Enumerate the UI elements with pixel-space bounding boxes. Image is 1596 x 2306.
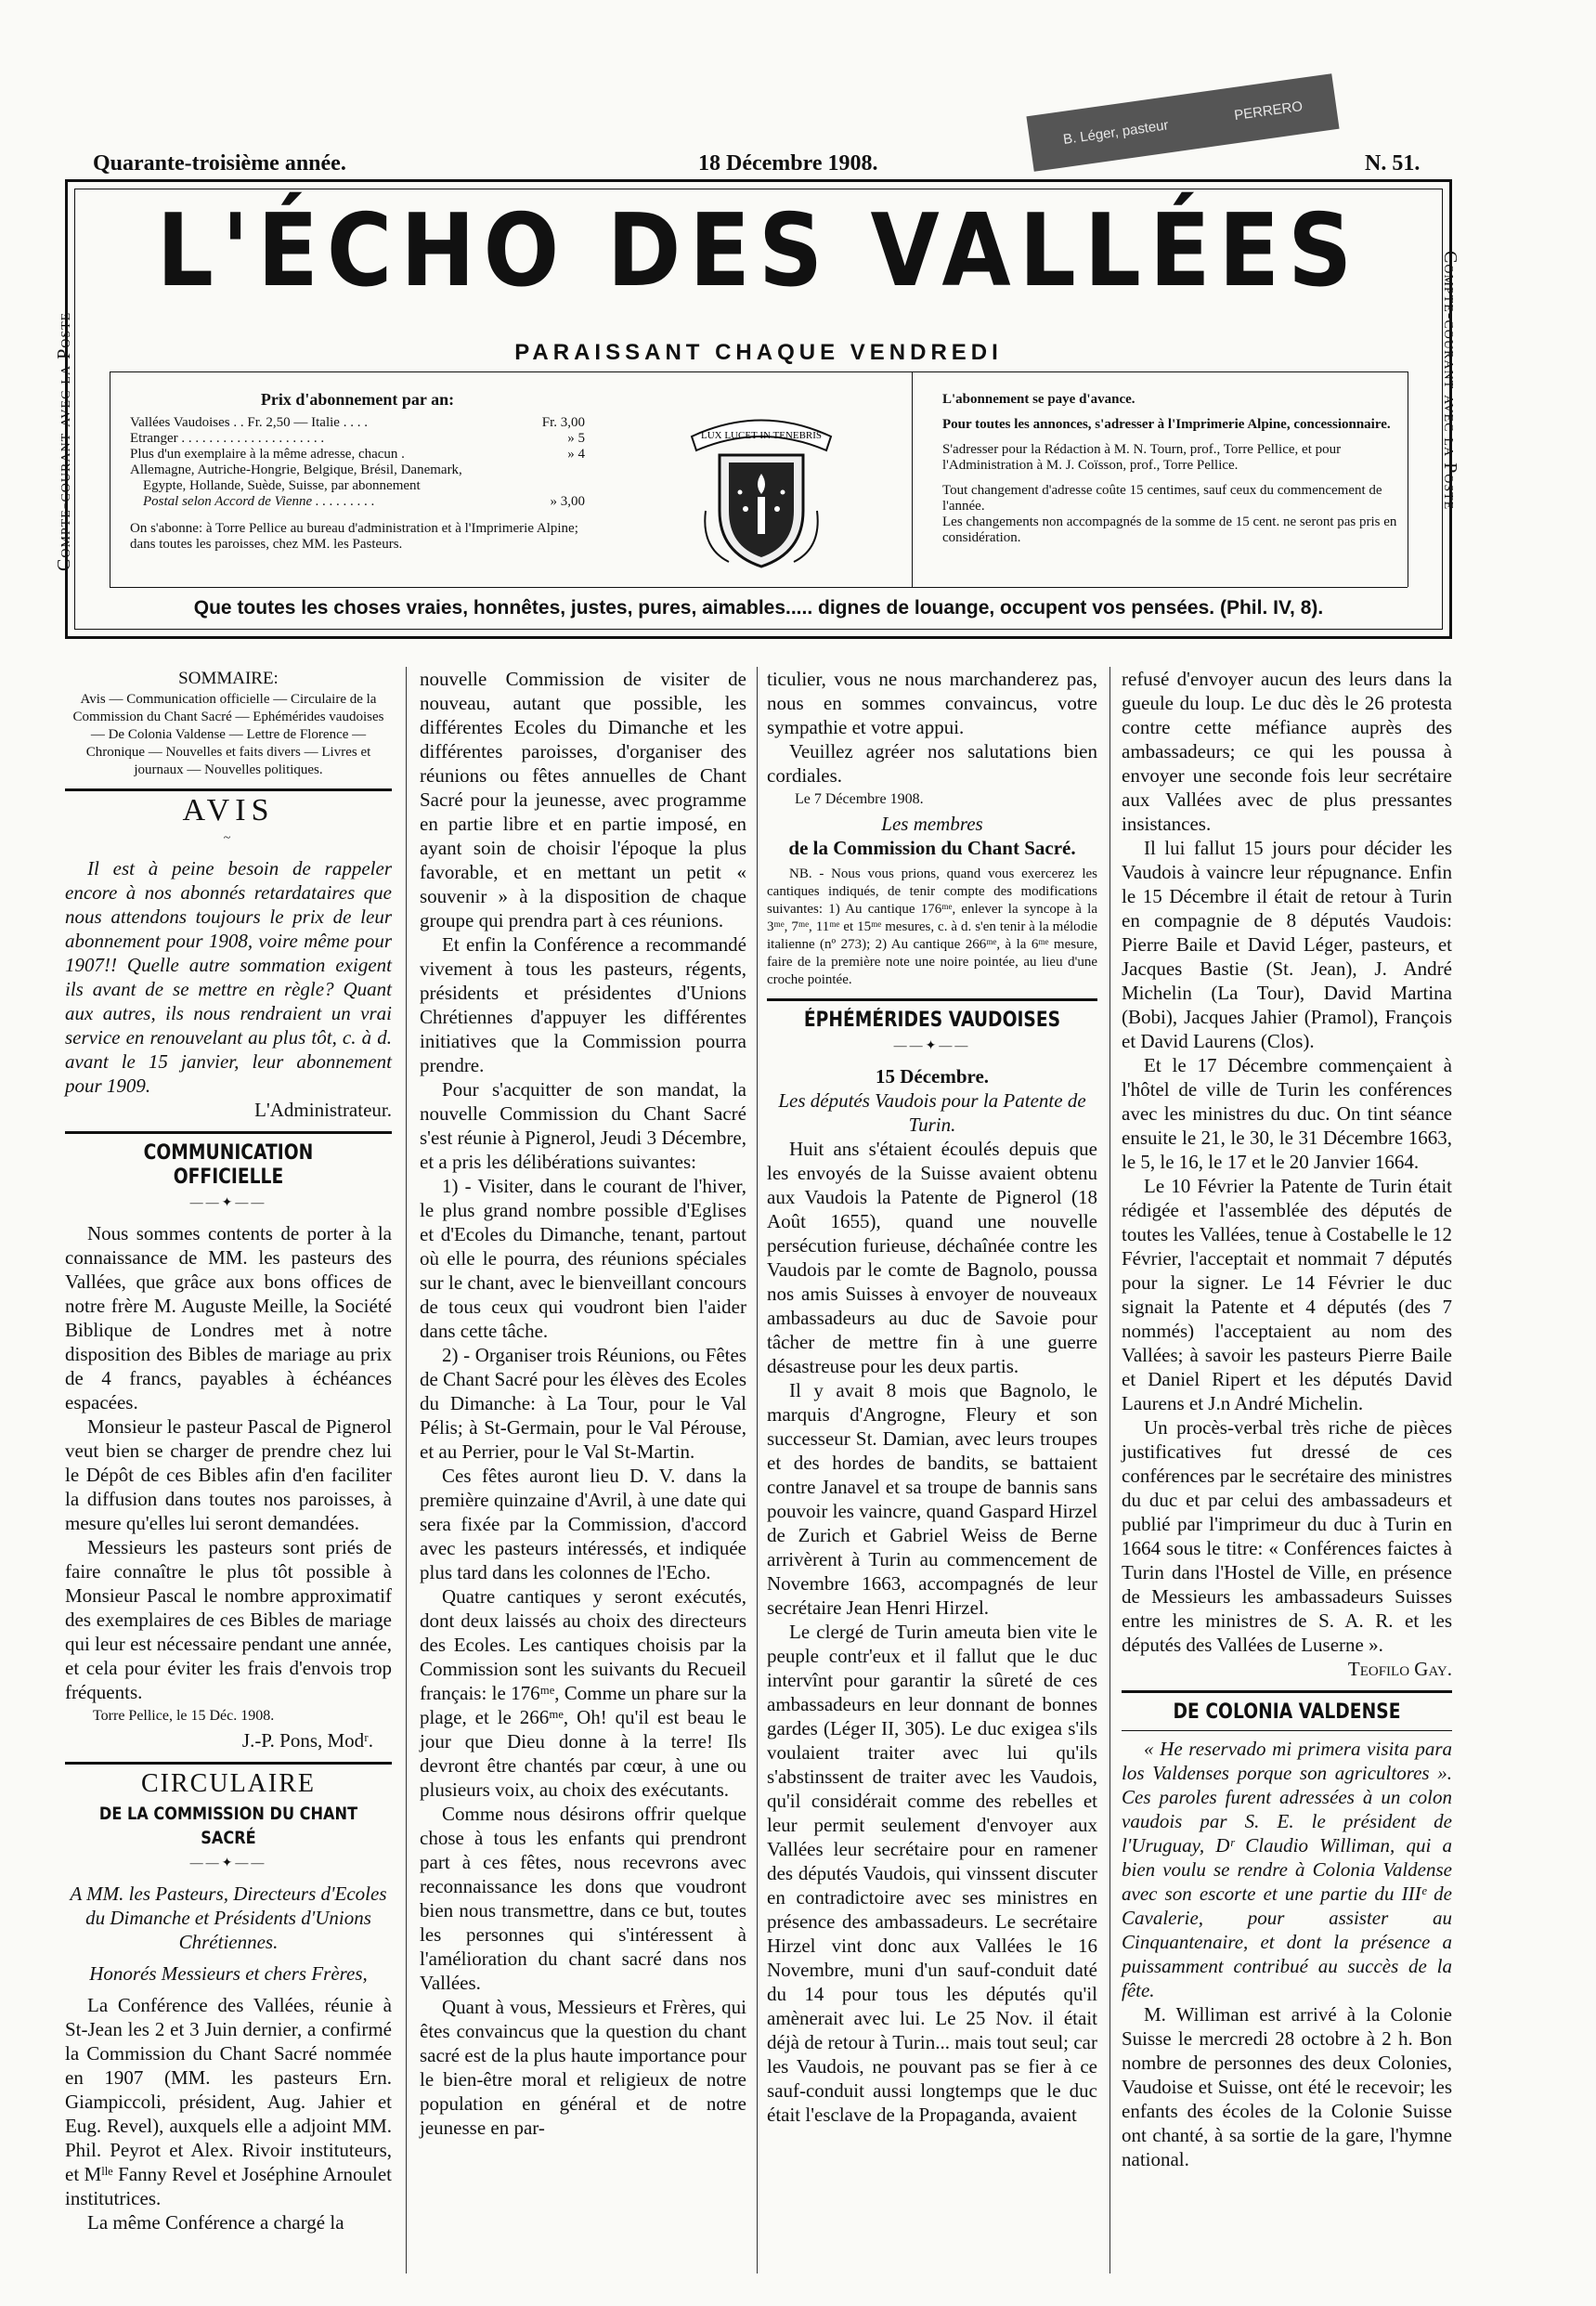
ornament: ——✦—— [189,1196,267,1210]
ornament: ~ [223,831,234,845]
sommaire-title: SOMMAIRE: [178,669,279,688]
circular-paragraph: La Conférence des Vallées, réunie à St-Jean les 2 et 3 Juin dernier, a confirmé la Commission du Chant Sacré nommée en 1907 (MM. les pasteurs Ern. Giampiccoli, président, Aug. Jahier et Eug. Revel), auxquels elle a adjoint MM. Phil. Peyrot et Alex. Rivoir instituteurs, et Mˡˡᵉ Fanny Revel et Joséphine Arnoulet institutrices. [65,1994,392,2209]
column-rule [757,667,758,2273]
ephemerides-paragraph: Huit ans s'étaient écoulés depuis que les envoyés de la Suisse avaient obtenu aux Vaudois la Patente de Pignerol (18 Août 1655), quand une nouvelle persécution furieuse, déchaînée contre les Vaudois par le comte de Bagnolo, poussa nos amis Suisses à envoyer de nouveaux ambassadeurs au duc de Savoie pour tâcher de mettre fin à une guerre désastreuse pour les deux partis. [767,1138,1097,1377]
sommaire-text: Avis — Communication officielle — Circulaire de la Commission du Chant Sacré — Ephémérides vaudoises — De Colonia Valdense — Lettre de Florence — Chronique — Nouvelles et faits divers — Livres et journaux — Nouvelles politiques. [72,692,384,777]
circular-paragraph: 1) - Visiter, dans le courant de l'hiver, le plus grand nombre possible d'Eglises et d'Ecoles du Dimanche, tenant, partout où elle le pourra, des réunions spéciales sur le chant, avec le bienveillant concours de tous ceux qui voudront bien l'aider dans cette tâche. [420,1175,746,1342]
column-4 [1122,667,1452,2171]
circular-date: Le 7 Décembre 1908. [795,791,924,807]
ephemerides-date: 15 Décembre. [875,1065,990,1088]
circular-signature-line2: de la Commission du Chant Sacré. [788,837,1076,859]
communication-date: Torre Pellice, le 15 Déc. 1908. [93,1708,275,1724]
circular-paragraph: Quant à vous, Messieurs et Frères, qui êtes convaincus que la question du chant sacré est de la plus haute importance pour le bien-être moral et religieux de notre population en général et de notre jeunesse en par- [420,1996,746,2139]
avis-signature: L'Administrateur. [254,1099,392,1121]
circular-address: A MM. les Pasteurs, Directeurs d'Ecoles du Dimanche et Présidents d'Unions Chrétiennes. [70,1883,387,1953]
condition-item: Tout changement d'adresse coûte 15 centimes, sauf ceux du commencement de l'année. [942,483,1382,514]
emblem-motto: LUX LUCET IN TENEBRIS [700,430,823,441]
ornament: ——✦—— [189,1857,267,1870]
price-row: Vallées Vaudoises . . Fr. 2,50 — Italie . . . . Fr. 3,00 [130,415,585,430]
column-1 [65,667,392,2234]
ephemerides-paragraph: Le 10 Février la Patente de Turin était rédigée et l'assemblée des députés de toutes les Vallées, tenue à Costabelle le 12 Février, l'acceptait et nommait 7 députés pour la signer. Le 14 Février le duc signait la Patente et 4 députés (des 7 nommés) l'acceptaient au nom des Vallées; à savoir les pasteurs Pierre Baile et Daniel Ripert et les députés David Laurens et J.n André Michelin. [1122,1175,1452,1414]
circular-title: CIRCULAIRE [141,1769,316,1798]
colonia-title: DE COLONIA VALDENSE [1173,1700,1401,1724]
column-2 [420,667,746,2140]
ephemerides-signature: Teofilo Gay. [1347,1658,1452,1680]
stamp-place: PERRERO [1233,98,1304,124]
communication-signature: J.-P. Pons, Modʳ. [241,1729,373,1752]
ephemerides-subtitle: Les députés Vaudois pour la Patente de Turin. [778,1089,1086,1136]
colonia-paragraph: « He reservado mi primera visita para los Valdenses porque son agricultores ». Ces paroles furent adressées à un colon vaudois par S. E. le président de l'Uruguay, Dʳ Claudio Williman, qui a bien voulu se rendre à Colonia Valdense avec son escorte et une partie du IIIᵉ de Cavalerie, pour assister au Cinquantenaire, et dont la présence a puissamment contribué au succès de la fête. [1122,1738,1452,2001]
circular-paragraph: Veuillez agréer nos salutations bien cordiales. [767,740,1097,787]
communication-paragraph: Messieurs les pasteurs sont priés de faire connaître le plus tôt possible à Monsieur Pascal le nombre approximatif des exemplaires de ces Bibles de mariage qui leur est nécessaire pendant une année, et cela pour éviter les frais d'envois trop fréquents. [65,1536,392,1703]
circular-note: NB. - Nous vous prions, quand vous exercerez les cantiques indiqués, de tenir compte des modifications suivantes: 1) Au cantique 176ᵐᵉ, enlever la syncope à la 3ᵐᵉ, 7ᵐᵉ, 11ᵐᵉ et 15ᵐᵉ mesures, c. à d. s'en tenir à la mélodie italienne (nº 273); 2) Au cantique 266ᵐᵉ, à la 6ᵐᵉ mesure, faire de la première note une noire pointée, au lieu d'une croche pointée. [767,866,1097,987]
column-rule [406,667,407,2273]
section-rule [65,1131,392,1134]
conditions-box [942,392,1402,555]
condition-item: Les changements non accompagnés de la somme de 15 cent. ne seront pas pris en considération. [942,515,1397,545]
side-text-right: Compte-courant avec la Poste [1440,251,1460,511]
circular-paragraph: Quatre cantiques y seront exécutés, dont deux laissés au choix des directeurs des Ecoles. Les cantiques choisis par la Commission sont les suivants du Recueil français: le 176ᵐᵉ, Comme un phare sur la plage, et le 266ᵐᵉ, Oh! qu'il est beau le jour que Dieu donne à la terre! Ils devront être chantés par cœur, à une ou plusieurs voix, au choix des exécutants. [420,1585,746,1801]
section-rule [767,998,1097,1001]
avis-title: AVIS [182,793,275,827]
circular-paragraph: Pour s'acquitter de son mandat, la nouvelle Commission du Chant Sacré s'est réunie à Pignerol, Jeudi 3 Décembre, et a pris les délibérations suivantes: [420,1078,746,1173]
price-row: Plus d'un exemplaire à la même adresse, chacun . » 4 [130,447,585,462]
circular-paragraph: 2) - Organiser trois Réunions, ou Fêtes de Chant Sacré pour les élèves des Ecoles du Dimanche: à La Tour, pour le Val Pélis; à St-Germain, pour le Val Pérouse, et au Perrier, pour le Val St-Martin. [420,1344,746,1463]
masthead-rule [110,371,1408,372]
communication-paragraph: Nous sommes contents de porter à la connaissance de MM. les pasteurs des Vallées, que grâce aux bons offices de notre frère M. Auguste Meille, la Société Biblique de Londres met à notre disposition des Bibles de mariage au prix de 4 francs, payables à échéances espacées. [65,1222,392,1414]
subscription-box [130,390,585,553]
ephemerides-paragraph: Et le 17 Décembre commençaient à l'hôtel de ville de Turin les conférences avec les ministres du duc. On tint séance ensuite le 21, le 30, le 31 Décembre 1663, le 5, le 16, le 17 et le 20 Janvier 1664. [1122,1054,1452,1173]
circular-signature-line1: Les membres [881,813,983,835]
circular-subtitle: DE LA COMMISSION DU CHANT SACRÉ [98,1804,358,1848]
side-text-left: Compte-courant avec la Poste [54,311,74,571]
price-row: Allemagne, Autriche-Hongrie, Belgique, Brésil, Danemark, [130,463,462,477]
section-rule [65,788,392,791]
column-3 [767,667,1097,2127]
ephemerides-title: ÉPHÉMÉRIDES VAUDOISES [803,1009,1061,1032]
year-label: Quarante-troisième année. [93,151,346,176]
circular-paragraph: nouvelle Commission de visiter de nouveau, autant que possible, les différentes Ecoles du Dimanche et les différentes paroisses, d'organiser des réunions ou fêtes annuelles de Chant Sacré pour la jeunesse, avec programme en partie libre et en partie imposé, en ayant soin de choisir l'époque la plus favorable, et en mettant un petit « souvenir » à la disposition de chaque groupe qui prendra part à ces réunions. [420,668,746,932]
ephemerides-paragraph: Il lui fallut 15 jours pour décider les Vaudois à vaincre leur répugnance. Enfin le 15 Décembre il était de retour à Turin en compagnie de 8 députés Vaudois: Pierre Baile et David Léger, pasteurs, et Jacques Bastie (St. Jean), J. André Michelin (La Tour), David Martina (Bobi), Jacques Jahier (Pramol), François et David Laurens (Clos). [1122,837,1452,1052]
section-rule [1122,1730,1452,1731]
circular-paragraph: Et enfin la Conférence a recommandé vivement à tous les pasteurs, régents, présidents et présidentes d'Unions Chrétiennes d'appuyer les différentes initiatives que la Commission pourra prendre. [420,933,746,1076]
motto: Que toutes les choses vraies, honnêtes, justes, pures, aimables..... dignes de louange, occupent vos pensées. (Phil. IV, 8). [193,597,1324,619]
section-rule [1122,1690,1452,1693]
subscription-heading: Prix d'abonnement par an: [260,390,455,409]
circular-paragraph: ticulier, vous ne nous marchanderez pas, nous en sommes convaincus, votre sympathie et votre appui. [767,668,1097,738]
avis-text: Il est à peine besoin de rappeler encore à nos abonnés retardataires que nous attendons toujours le prix de leur abonnement pour 1908, voire même pour 1907!! Quelle autre sommation exigent ils avant de se mettre en règle? Quant aux autres, ils nous rendraient un vrai service en renouvelant au plus tôt, c. à d. avant le 15 janvier, leur abonnement pour 1909. [65,857,392,1097]
subscription-note: On s'abonne: à Torre Pellice au bureau d'administration et à l'Imprimerie Alpine; dans toutes les paroisses, chez MM. les Pasteurs. [130,521,578,552]
box-divider [912,371,913,587]
ephemerides-paragraph: Il y avait 8 mois que Bagnolo, le marquis d'Angrogne, Fleury et son successeur St. Damian, avec leurs troupes et des hordes de bandits, se battaient contre Janavel et sa troupe de bannis sans pouvoir les vaincre, quand Gaspard Hirzel de Zurich et Gabriel Weiss de Berne arrivèrent à Turin au commencement de Novembre 1663, accompagnés de leur secrétaire Jean Henri Hirzel. [767,1379,1097,1619]
price-row: Postal selon Accord de Vienne . . . . . . . . . » 3,00 [143,494,585,509]
circular-paragraph: La même Conférence a chargé la [87,2211,344,2234]
newspaper-title: L'ÉCHO DES VALLÉES [156,192,1361,309]
ornament: ——✦—— [893,1039,971,1053]
address-stamp [1026,73,1339,172]
ephemerides-paragraph: Le clergé de Turin ameuta bien vite le peuple contr'eux et il fallut que le duc intervînt pour garantir la sûreté de ces ambassadeurs en leur donnant de bonnes gardes (Léger II, 305). Le duc exigea s'ils voulaient traiter avec lui qu'ils s'abstinssent de traiter avec les Vaudois, qu'il considérait comme des rebelles et leur permit seulement d'envoyer aux Vallées leur secrétaire pour en ramener des députés Vaudois, qui vinssent discuter en contradictoire avec ses ministres en présence des ambassadeurs. Le secrétaire Hirzel vint donc aux Vallées le 16 Novembre, muni d'un sauf-conduit daté du 14 pour tous les députés qu'il amènerait avec lui. Le 25 Nov. il était déjà de retour à Turin... mais tout seul; car les Vaudois, ne pouvant pas se fier à ce sauf-conduit aussi longtemps que le duc était l'esclave de la Propaganda, avaient [767,1621,1097,2126]
colonia-paragraph: M. Williman est arrivé à la Colonie Suisse le mercredi 28 octobre à 2 h. Bon nombre de personnes des deux Colonies, Vaudoise et Suisse, ont été le recevoir; les enfants des écoles de la Colonie Suisse ont chanté, à sa sortie de la gare, l'hymne national. [1122,2003,1452,2170]
newspaper-subtitle: PARAISSANT CHAQUE VENDREDI [514,340,1003,365]
circular-paragraph: Comme nous désirons offrir quelque chose à tous les enfants qui prendront part à ces fêtes, nous recevrons avec reconnaissance les dons que voudront bien nous transmettre, dans ce but, toutes les personnes qui s'intéressent à l'amélioration du chant sacré dans nos Vallées. [420,1803,746,1994]
ephemerides-paragraph: Un procès-verbal très riche de pièces justificatives fut dressé de ces conférences par le secrétaire des ministres du duc et par celui des ambassadeurs et publié par l'imprimeur du duc à Turin en 1664 sous le titre: « Conférences faictes à Turin dans l'Hostel de Ville, en présence de Messieurs les ambassadeurs Suisses entre les ministres de S. A. R. et les députés des Vallées de Luserne ». [1122,1416,1452,1656]
circular-salutation: Honorés Messieurs et chers Frères, [89,1962,368,1985]
issue-number: N. 51. [1365,151,1421,176]
price-row: Etranger . . . . . . . . . . . . . . . . . . . . . » 5 [130,431,585,446]
waldensian-emblem [673,399,850,576]
communication-title: COMMUNICATION OFFICIELLE [143,1141,314,1189]
issue-date: 18 Décembre 1908. [698,151,878,176]
column-rule [1109,667,1110,2273]
circular-paragraph: Ces fêtes auront lieu D. V. dans la première quinzaine d'Avril, à une date qui sera fixée par la Commission, d'accord avec les pasteurs intéressés, et indiquée plus tard dans les colonnes de l'Echo. [420,1465,746,1583]
motto-rule [110,587,1408,588]
condition-item: S'adresser pour la Rédaction à M. N. Tourn, prof., Torre Pellice, et pour l'Administration à M. J. Coïsson, prof., Torre Pellice. [942,442,1342,473]
condition-item: L'abonnement se paye d'avance. [942,392,1135,407]
condition-item: Pour toutes les annonces, s'adresser à l'Imprimerie Alpine, concessionnaire. [942,417,1391,432]
ephemerides-paragraph: refusé d'envoyer aucun des leurs dans la gueule du loup. Le duc dès le 26 protesta contre cette méfiance auprès des ambassadeurs; ce qui les poussa à envoyer une seconde fois leur secrétaire aux Vallées avec de plus pressantes insistances. [1122,668,1452,835]
communication-paragraph: Monsieur le pasteur Pascal de Pignerol veut bien se charger de prendre chez lui le Dépôt de ces Bibles afin d'en faciliter la diffusion dans toutes nos paroisses, à mesure qu'elles lui seront demandées. [65,1415,392,1534]
section-rule [65,1762,392,1765]
stamp-name: B. Léger, pasteur [1061,116,1170,148]
price-row: Egypte, Hollande, Suède, Suisse, par abonnement [143,478,421,493]
